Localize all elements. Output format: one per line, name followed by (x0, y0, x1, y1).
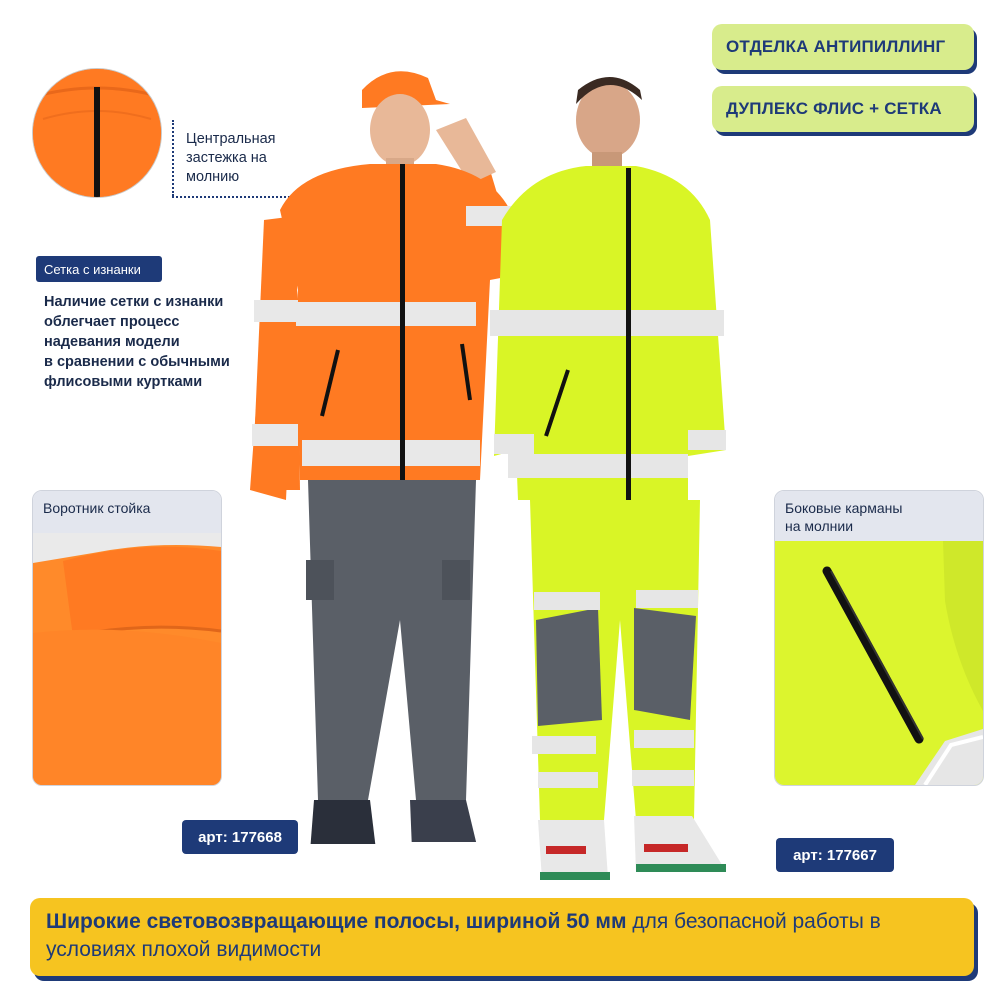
zipper-note-line: застежка на (186, 150, 267, 166)
models-photo (240, 60, 740, 900)
zipper-pointer-line (172, 120, 174, 196)
banner-bold-text: Широкие световозвращающие полосы, шириной 50 мм (46, 910, 627, 933)
article-yellow-label: арт: 177667 (793, 846, 877, 864)
pockets-card-title (775, 491, 983, 541)
collar-card (32, 490, 222, 786)
yellow-jacket-model (490, 77, 726, 880)
orange-jacket-model (250, 71, 516, 854)
reflective-stripes-banner (30, 898, 974, 976)
zipper-detail-image (32, 68, 162, 198)
collar-card-title: Воротник стойка (33, 491, 221, 533)
pockets-card-title-line: Боковые карманы (785, 500, 903, 516)
mesh-description-line: флисовыми куртками (44, 374, 203, 390)
collar-detail-image (33, 533, 221, 785)
mesh-description-line: в сравнении с обычными (44, 354, 230, 370)
mesh-description (44, 292, 230, 392)
feature-duplex-label: ДУПЛЕКС ФЛИС + СЕТКА (726, 99, 942, 118)
article-yellow-badge (776, 838, 894, 872)
mesh-description-line: облегчает процесс (44, 314, 180, 330)
zipper-note-line: молнию (186, 169, 240, 185)
mesh-description-line: надевания модели (44, 334, 180, 350)
pockets-card-title-line: на молнии (785, 518, 854, 534)
pockets-card (774, 490, 984, 786)
mesh-tag-label: Сетка с изнанки (44, 261, 141, 277)
mesh-tag (36, 256, 162, 282)
banner-text: для безопасной работы в условиях плохой видимости (46, 910, 881, 961)
article-orange-badge (182, 820, 298, 854)
feature-duplex (712, 86, 974, 132)
article-orange-label: арт: 177668 (198, 828, 282, 846)
feature-anti-pilling (712, 24, 974, 70)
feature-anti-pilling-label: ОТДЕЛКА АНТИПИЛЛИНГ (726, 37, 946, 56)
mesh-description-line: Наличие сетки с изнанки (44, 294, 224, 310)
zipper-note-line: Центральная (186, 131, 276, 147)
pocket-detail-image (775, 541, 983, 785)
